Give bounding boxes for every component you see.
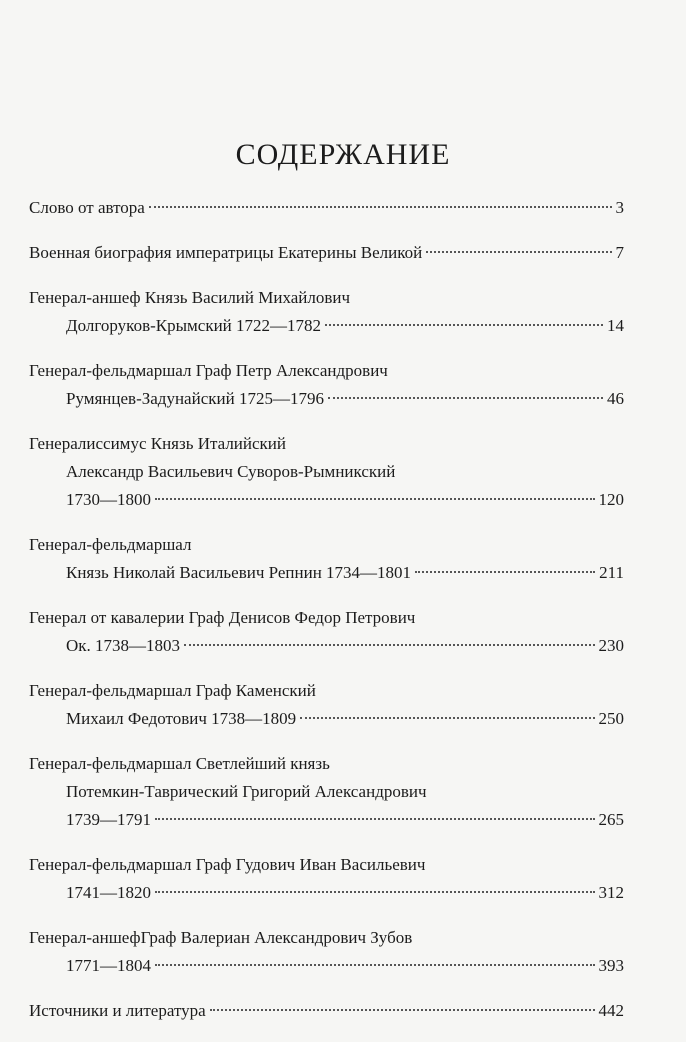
dot-leader <box>426 251 611 253</box>
dot-leader <box>328 397 603 399</box>
toc-entry-title: Князь Николай Васильевич Репнин 1734—1801 <box>66 563 412 582</box>
toc-entry-first-line: Генерал-фельдмаршал Светлейший князь <box>29 754 330 773</box>
toc-entry-continuation-line: Александр Васильевич Суворов-Рымникский <box>66 462 396 481</box>
dot-leader <box>155 964 595 966</box>
toc-entry-title: Ок. 1738—1803 <box>66 636 181 655</box>
dot-leader <box>415 571 595 573</box>
table-of-contents <box>29 194 624 1042</box>
toc-entry <box>29 194 624 222</box>
dot-leader <box>325 324 603 326</box>
dot-leader <box>149 206 612 208</box>
toc-entry-title: Слово от автора <box>29 198 145 217</box>
toc-entry-title: Михаил Федотович 1738—1809 <box>66 709 297 728</box>
toc-entry-first-line: Генерал-фельдмаршал Граф Петр Александрович <box>29 361 388 380</box>
toc-page-number: 120 <box>598 490 624 509</box>
toc-entry-first-line: Генерал-фельдмаршал Граф Каменский <box>29 681 316 700</box>
toc-entry-title: 1741—1820 <box>66 883 151 902</box>
toc-entry <box>29 851 624 907</box>
toc-entry <box>29 677 624 733</box>
toc-entry-title: Долгоруков-Крымский 1722—1782 <box>66 316 322 335</box>
toc-entry <box>29 997 624 1025</box>
toc-entry-last-line <box>29 486 624 514</box>
toc-entry-last-line <box>29 239 624 267</box>
toc-page-number: 312 <box>598 883 624 902</box>
toc-entry-last-line <box>29 385 624 413</box>
dot-leader <box>155 818 595 820</box>
dot-leader <box>210 1009 595 1011</box>
toc-entry-title: Военная биография императрицы Екатерины Великой <box>29 243 423 262</box>
toc-entry-last-line <box>29 559 624 587</box>
toc-entry-last-line <box>29 879 624 907</box>
toc-entry-first-line: Генерал-фельдмаршал Граф Гудович Иван Васильевич <box>29 855 426 874</box>
toc-entry <box>29 430 624 514</box>
dot-leader <box>155 498 595 500</box>
toc-entry-first-line: Генерал от кавалерии Граф Денисов Федор Петрович <box>29 608 416 627</box>
toc-entry-title: 1739—1791 <box>66 810 151 829</box>
toc-page-number: 393 <box>598 956 624 975</box>
toc-entry-last-line <box>29 312 624 340</box>
toc-entry-title: 1730—1800 <box>66 490 151 509</box>
toc-entry-first-line: Генерал-аншефГраф Валериан Александрович Зубов <box>29 928 413 947</box>
toc-page-number: 442 <box>598 1001 624 1020</box>
toc-page-number: 14 <box>607 316 624 335</box>
toc-entry-continuation-line: Потемкин-Таврический Григорий Александрович <box>66 782 427 801</box>
toc-entry <box>29 604 624 660</box>
dot-leader <box>300 717 594 719</box>
toc-entry-last-line <box>29 997 624 1025</box>
toc-entry-last-line <box>29 705 624 733</box>
dot-leader <box>155 891 595 893</box>
toc-entry-first-line: Генерал-фельдмаршал <box>29 535 192 554</box>
toc-entry <box>29 239 624 267</box>
toc-entry-last-line <box>29 194 624 222</box>
toc-entry-title: 1771—1804 <box>66 956 151 975</box>
toc-entry <box>29 924 624 980</box>
toc-page-number: 7 <box>615 243 624 262</box>
toc-entry <box>29 284 624 340</box>
toc-page-number: 46 <box>607 389 624 408</box>
toc-entry <box>29 357 624 413</box>
toc-entry <box>29 531 624 587</box>
toc-page-number: 265 <box>598 810 624 829</box>
toc-entry <box>29 750 624 834</box>
toc-page-number: 3 <box>615 198 624 217</box>
toc-entry-first-line: Генералиссимус Князь Италийский <box>29 434 287 453</box>
toc-entry-last-line <box>29 632 624 660</box>
toc-page-number: 250 <box>598 709 624 728</box>
toc-entry-last-line <box>29 806 624 834</box>
page-title: СОДЕРЖАНИЕ <box>235 138 451 171</box>
toc-entry-last-line <box>29 952 624 980</box>
toc-entry-title: Источники и литература <box>29 1001 206 1020</box>
toc-page-number: 211 <box>599 563 624 582</box>
toc-page-number: 230 <box>598 636 624 655</box>
toc-entry-title: Румянцев-Задунайский 1725—1796 <box>66 389 324 408</box>
dot-leader <box>184 644 594 646</box>
toc-entry-first-line: Генерал-аншеф Князь Василий Михайлович <box>29 288 351 307</box>
